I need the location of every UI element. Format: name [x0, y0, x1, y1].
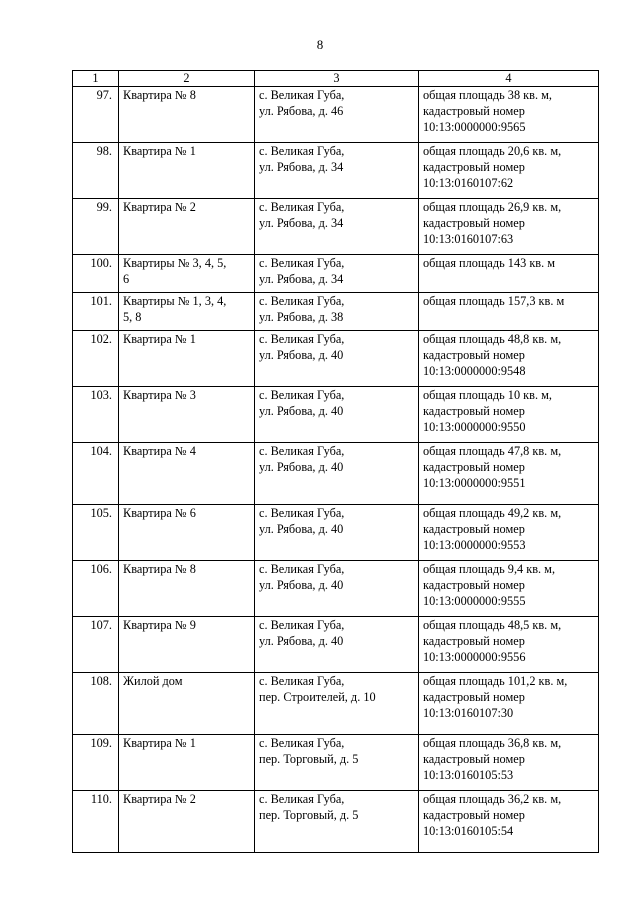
row-number-cell: 106. [73, 561, 119, 617]
address-cell: с. Великая Губа, ул. Рябова, д. 40 [255, 331, 419, 387]
object-details-cell: общая площадь 36,2 кв. м, кадастровый номер 10:13:0160105:54 [419, 791, 599, 853]
row-number-cell: 102. [73, 331, 119, 387]
row-number-cell: 104. [73, 443, 119, 505]
object-name-cell: Квартиры № 1, 3, 4, 5, 8 [119, 293, 255, 331]
address-cell: с. Великая Губа, ул. Рябова, д. 38 [255, 293, 419, 331]
object-details-cell: общая площадь 47,8 кв. м, кадастровый номер 10:13:0000000:9551 [419, 443, 599, 505]
address-cell: с. Великая Губа, ул. Рябова, д. 34 [255, 143, 419, 199]
object-name-cell: Квартиры № 3, 4, 5, 6 [119, 255, 255, 293]
property-table [72, 70, 599, 853]
object-details-cell: общая площадь 38 кв. м, кадастровый номер 10:13:0000000:9565 [419, 87, 599, 143]
column-header-1: 1 [73, 71, 119, 87]
column-header-2: 2 [119, 71, 255, 87]
object-details-cell: общая площадь 36,8 кв. м, кадастровый номер 10:13:0160105:53 [419, 735, 599, 791]
table-row [73, 199, 599, 255]
object-name-cell: Квартира № 8 [119, 87, 255, 143]
object-details-cell: общая площадь 48,5 кв. м, кадастровый номер 10:13:0000000:9556 [419, 617, 599, 673]
object-details-cell: общая площадь 157,3 кв. м [419, 293, 599, 331]
object-name-cell: Квартира № 1 [119, 143, 255, 199]
object-name-cell: Квартира № 4 [119, 443, 255, 505]
table-body [73, 87, 599, 853]
address-cell: с. Великая Губа, ул. Рябова, д. 40 [255, 443, 419, 505]
table-row [73, 617, 599, 673]
column-header-3: 3 [255, 71, 419, 87]
object-name-cell: Квартира № 1 [119, 735, 255, 791]
address-cell: с. Великая Губа, ул. Рябова, д. 34 [255, 255, 419, 293]
object-details-cell: общая площадь 26,9 кв. м, кадастровый номер 10:13:0160107:63 [419, 199, 599, 255]
row-number-cell: 103. [73, 387, 119, 443]
address-cell: с. Великая Губа, ул. Рябова, д. 40 [255, 387, 419, 443]
row-number-cell: 105. [73, 505, 119, 561]
table-row [73, 293, 599, 331]
address-cell: с. Великая Губа, пер. Торговый, д. 5 [255, 791, 419, 853]
object-details-cell: общая площадь 20,6 кв. м, кадастровый номер 10:13:0160107:62 [419, 143, 599, 199]
address-cell: с. Великая Губа, ул. Рябова, д. 46 [255, 87, 419, 143]
object-details-cell: общая площадь 9,4 кв. м, кадастровый номер 10:13:0000000:9555 [419, 561, 599, 617]
object-name-cell: Квартира № 3 [119, 387, 255, 443]
object-details-cell: общая площадь 48,8 кв. м, кадастровый номер 10:13:0000000:9548 [419, 331, 599, 387]
table-row [73, 443, 599, 505]
object-name-cell: Квартира № 8 [119, 561, 255, 617]
table-row [73, 791, 599, 853]
address-cell: с. Великая Губа, ул. Рябова, д. 40 [255, 561, 419, 617]
table-row [73, 255, 599, 293]
table-row [73, 387, 599, 443]
row-number-cell: 110. [73, 791, 119, 853]
address-cell: с. Великая Губа, ул. Рябова, д. 34 [255, 199, 419, 255]
row-number-cell: 97. [73, 87, 119, 143]
object-details-cell: общая площадь 101,2 кв. м, кадастровый номер 10:13:0160107:30 [419, 673, 599, 735]
object-name-cell: Квартира № 6 [119, 505, 255, 561]
table-row [73, 87, 599, 143]
address-cell: с. Великая Губа, пер. Торговый, д. 5 [255, 735, 419, 791]
row-number-cell: 109. [73, 735, 119, 791]
row-number-cell: 107. [73, 617, 119, 673]
address-cell: с. Великая Губа, пер. Строителей, д. 10 [255, 673, 419, 735]
row-number-cell: 99. [73, 199, 119, 255]
row-number-cell: 108. [73, 673, 119, 735]
column-header-4: 4 [419, 71, 599, 87]
object-details-cell: общая площадь 143 кв. м [419, 255, 599, 293]
table-row [73, 673, 599, 735]
table-header-row [73, 71, 599, 87]
row-number-cell: 100. [73, 255, 119, 293]
row-number-cell: 98. [73, 143, 119, 199]
page-number: 8 [316, 37, 324, 52]
table-row [73, 505, 599, 561]
object-name-cell: Квартира № 1 [119, 331, 255, 387]
table-row [73, 143, 599, 199]
address-cell: с. Великая Губа, ул. Рябова, д. 40 [255, 617, 419, 673]
table-row [73, 561, 599, 617]
object-details-cell: общая площадь 49,2 кв. м, кадастровый номер 10:13:0000000:9553 [419, 505, 599, 561]
object-name-cell: Жилой дом [119, 673, 255, 735]
object-details-cell: общая площадь 10 кв. м, кадастровый номер 10:13:0000000:9550 [419, 387, 599, 443]
object-name-cell: Квартира № 2 [119, 199, 255, 255]
table-row [73, 331, 599, 387]
row-number-cell: 101. [73, 293, 119, 331]
address-cell: с. Великая Губа, ул. Рябова, д. 40 [255, 505, 419, 561]
object-name-cell: Квартира № 9 [119, 617, 255, 673]
table-row [73, 735, 599, 791]
object-name-cell: Квартира № 2 [119, 791, 255, 853]
